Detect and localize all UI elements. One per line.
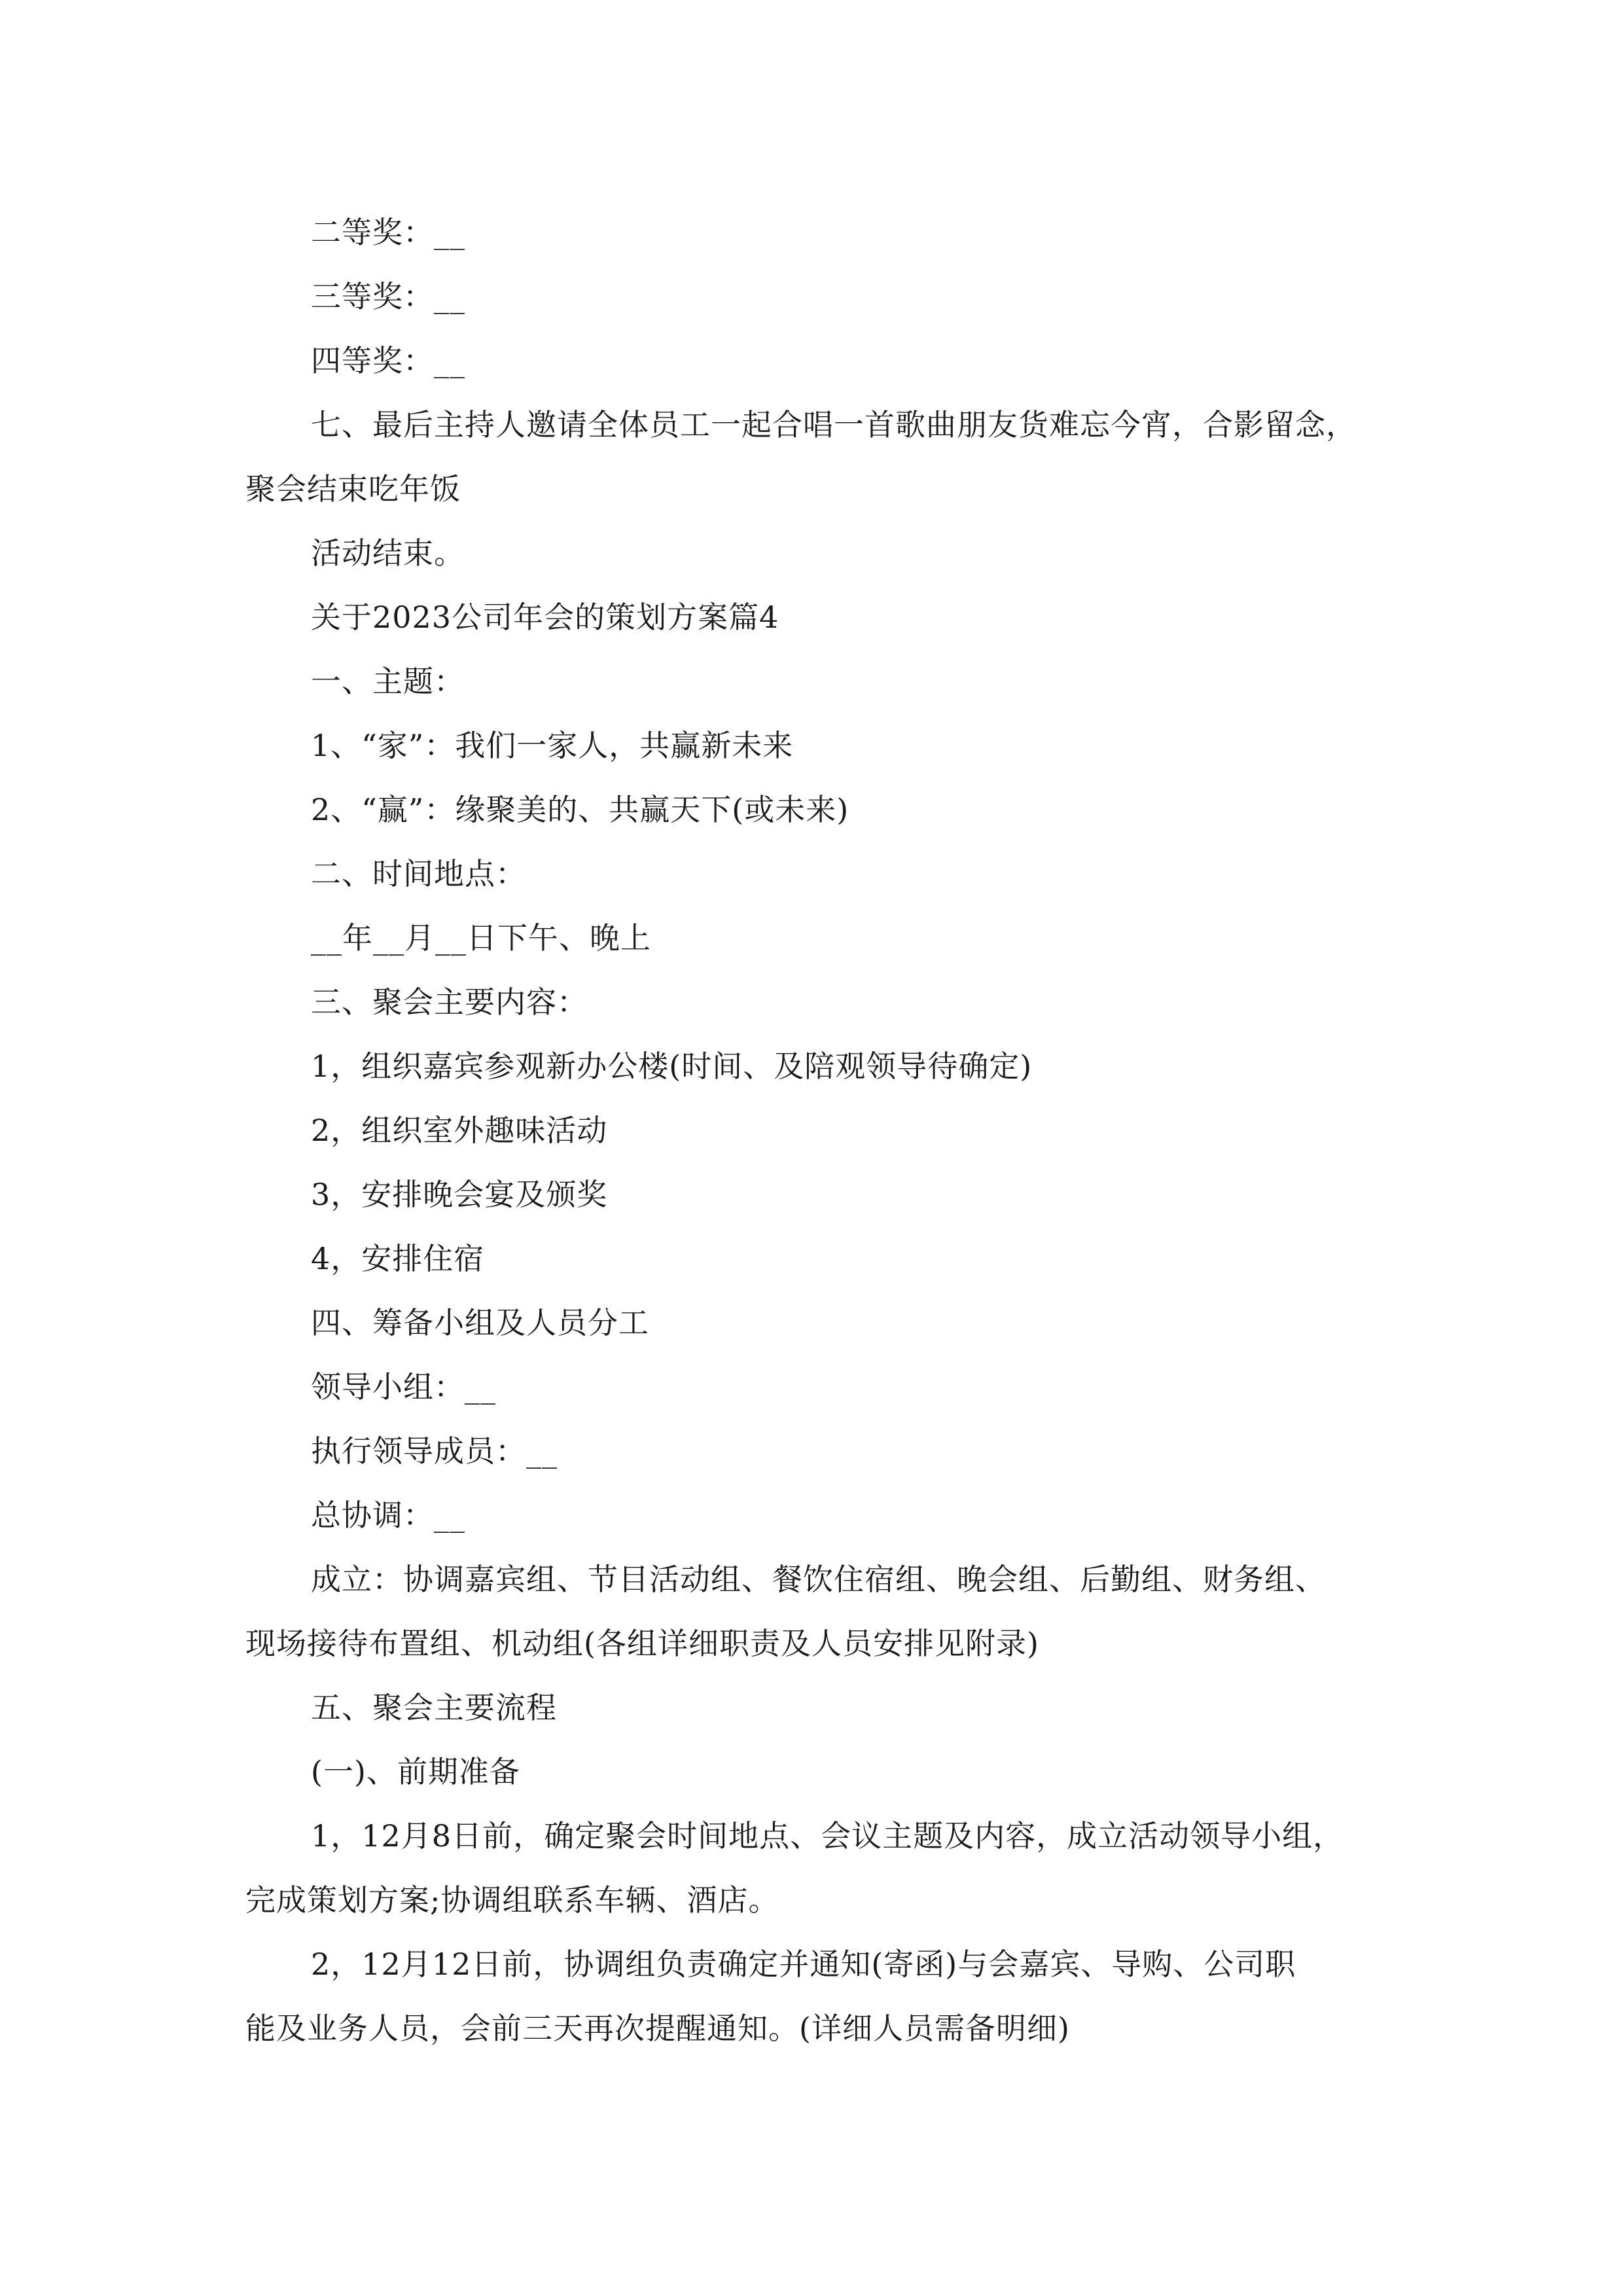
text-line: 成立：协调嘉宾组、节目活动组、餐饮住宿组、晚会组、后勤组、财务组、 <box>311 1562 1326 1597</box>
text-line: 一、主题： <box>311 664 465 699</box>
document-body <box>245 200 1397 2060</box>
text-line: 活动结束。 <box>311 535 465 571</box>
text-line: 1、“家”：我们一家人，共赢新未来 <box>311 728 794 763</box>
text-line: 四、筹备小组及人员分工 <box>311 1305 649 1340</box>
text-line: 四等奖：__ <box>311 343 465 378</box>
text-line: 领导小组：__ <box>311 1369 496 1405</box>
text-line: 三等奖：__ <box>311 279 465 314</box>
text-line: 2、“赢”：缘聚美的、共赢天下(或未来) <box>311 792 849 827</box>
text-line: 4，安排住宿 <box>311 1241 485 1276</box>
text-line: 二、时间地点： <box>311 856 526 891</box>
text-line: 七、最后主持人邀请全体员工一起合唱一首歌曲朋友货难忘今宵，合影留念， <box>311 407 1357 442</box>
text-line: 能及业务人员，会前三天再次提醒通知。(详细人员需备明细) <box>245 2011 1070 2046</box>
section-heading: 关于2023公司年会的策划方案篇4 <box>311 600 779 635</box>
text-line: 1，组织嘉宾参观新办公楼(时间、及陪观领导待确定) <box>311 1049 1033 1084</box>
text-line: 2，12月12日前，协调组负责确定并通知(寄函)与会嘉宾、导购、公司职 <box>311 1946 1296 1982</box>
text-line: 2，组织室外趣味活动 <box>311 1113 608 1148</box>
text-line: 三、聚会主要内容： <box>311 984 588 1020</box>
text-line: __年__月__日下午、晚上 <box>311 920 651 956</box>
text-line: 五、聚会主要流程 <box>311 1690 557 1725</box>
text-line: 3，安排晚会宴及颁奖 <box>311 1177 608 1212</box>
text-line: 二等奖：__ <box>311 215 465 250</box>
text-line: 完成策划方案;协调组联系车辆、酒店。 <box>245 1882 779 1918</box>
text-line: 1，12月8日前，确定聚会时间地点、会议主题及内容，成立活动领导小组， <box>311 1818 1344 1854</box>
text-line: 聚会结束吃年饭 <box>245 471 461 507</box>
text-line: 总协调：__ <box>311 1498 465 1533</box>
text-line: 现场接待布置组、机动组(各组详细职责及人员安排见附录) <box>245 1626 1039 1661</box>
text-line: 执行领导成员：__ <box>311 1433 558 1469</box>
text-line: (一)、前期准备 <box>311 1754 520 1789</box>
